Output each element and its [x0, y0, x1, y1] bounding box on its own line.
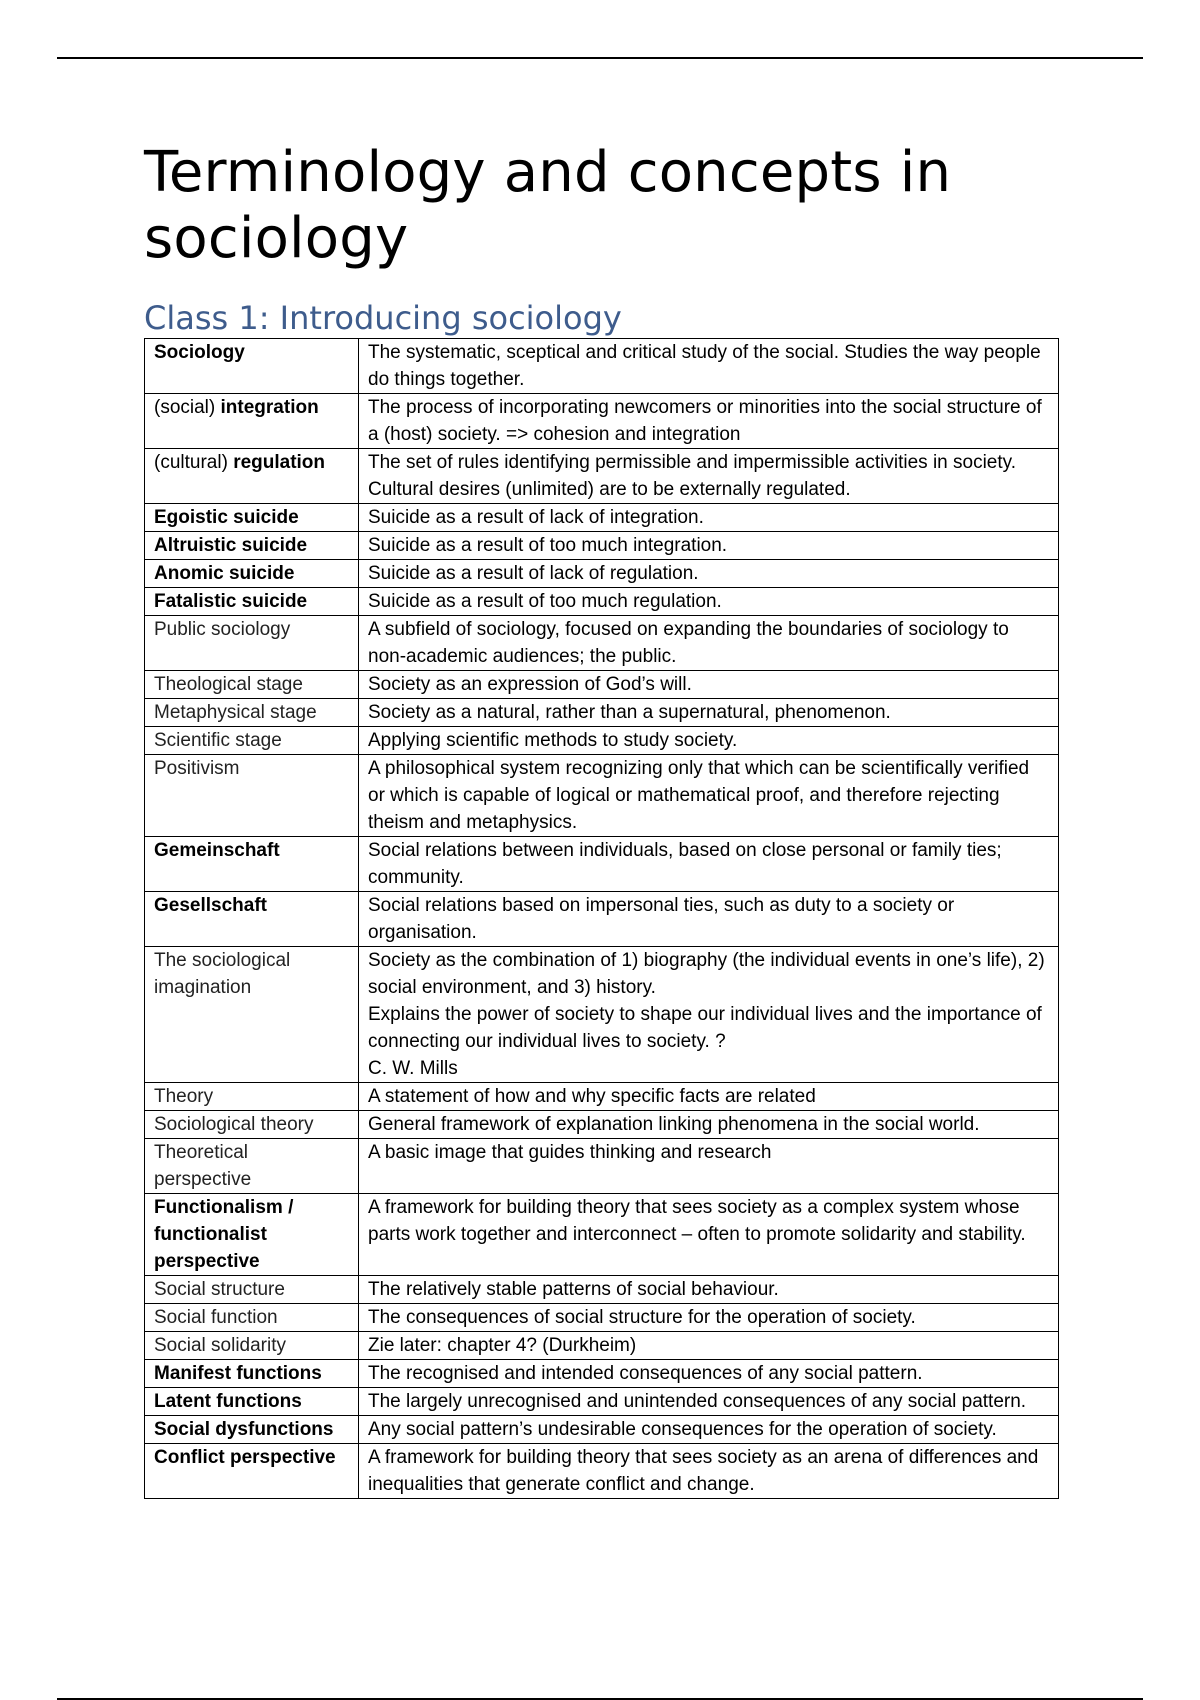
definition-cell [359, 727, 1059, 755]
definition-text: A philosophical system recognizing only that which can be scientifically verified or which is capable of logical or mathematical proof, and therefore rejecting theism and metaphysics. [368, 758, 1030, 833]
definition-cell [359, 1360, 1059, 1388]
definition-cell [359, 532, 1059, 560]
definition-text: Suicide as a result of lack of integration. [368, 507, 704, 528]
definition-text: Society as a natural, rather than a supernatural, phenomenon. [368, 702, 891, 723]
table-row [145, 1332, 1059, 1360]
term-label: Conflict perspective [154, 1447, 336, 1468]
term-cell [145, 699, 359, 727]
term-cell [145, 727, 359, 755]
definition-cell [359, 1139, 1059, 1194]
definition-cell [359, 1276, 1059, 1304]
term-cell [145, 1416, 359, 1444]
table-row [145, 394, 1059, 449]
definition-cell [359, 837, 1059, 892]
term-label: Scientific stage [154, 730, 282, 751]
definition-text: Suicide as a result of too much regulation. [368, 591, 722, 612]
term-cell [145, 671, 359, 699]
definition-text: Zie later: chapter 4? (Durkheim) [368, 1335, 637, 1356]
term-prefix: (social) [154, 397, 221, 418]
definition-text: The set of rules identifying permissible and impermissible activities in society. Cultural desires (unlimited) are to be externally regulated. [368, 452, 1017, 500]
term-label: Egoistic suicide [154, 507, 299, 528]
table-row [145, 1444, 1059, 1499]
term-cell [145, 947, 359, 1083]
term-label: Metaphysical stage [154, 702, 317, 723]
term-label: Theoretical perspective [154, 1142, 252, 1190]
term-cell [145, 1304, 359, 1332]
table-row [145, 1139, 1059, 1194]
definition-text: A subfield of sociology, focused on expanding the boundaries of sociology to non-academic audiences; the public. [368, 619, 1009, 667]
definition-cell [359, 394, 1059, 449]
term-cell [145, 616, 359, 671]
definition-cell [359, 1304, 1059, 1332]
definition-cell [359, 671, 1059, 699]
definition-text: The relatively stable patterns of social behaviour. [368, 1279, 779, 1300]
term-cell [145, 588, 359, 616]
term-label: Gemeinschaft [154, 840, 280, 861]
table-row [145, 837, 1059, 892]
term-label: Sociological theory [154, 1114, 314, 1135]
definition-cell [359, 755, 1059, 837]
table-row [145, 532, 1059, 560]
definition-text: A statement of how and why specific facts are related [368, 1086, 816, 1107]
definition-text: A framework for building theory that sees society as a complex system whose parts work together and interconnect – often to promote solidarity and stability. [368, 1197, 1026, 1245]
term-cell [145, 394, 359, 449]
definition-text: A basic image that guides thinking and research [368, 1142, 772, 1163]
table-row [145, 1083, 1059, 1111]
term-label: integration [220, 397, 319, 418]
term-label: Anomic suicide [154, 563, 295, 584]
definition-cell [359, 892, 1059, 947]
term-cell [145, 1194, 359, 1276]
definition-cell [359, 1416, 1059, 1444]
table-row [145, 727, 1059, 755]
term-cell [145, 1111, 359, 1139]
definition-text: Explains the power of society to shape our individual lives and the importance of connecting our individual lives to society. ? [368, 1004, 1042, 1052]
table-row [145, 560, 1059, 588]
definition-cell [359, 588, 1059, 616]
definition-cell [359, 1111, 1059, 1139]
term-label: Positivism [154, 758, 240, 779]
term-cell [145, 1332, 359, 1360]
term-label: Latent functions [154, 1391, 302, 1412]
term-label: Functionalism / functionalist perspective [154, 1197, 294, 1272]
document-body [144, 140, 1059, 1499]
term-cell [145, 560, 359, 588]
header-rule [57, 57, 1143, 59]
definition-text: A framework for building theory that sees society as an arena of differences and inequalities that generate conflict and change. [368, 1447, 1039, 1495]
term-cell [145, 837, 359, 892]
table-row [145, 947, 1059, 1083]
term-cell [145, 1276, 359, 1304]
term-label: regulation [233, 452, 326, 473]
table-row [145, 504, 1059, 532]
definition-text: The process of incorporating newcomers or minorities into the social structure of a (host) society. => cohesion and integration [368, 397, 1042, 445]
definition-cell [359, 1332, 1059, 1360]
term-label: Altruistic suicide [154, 535, 308, 556]
definition-cell [359, 1194, 1059, 1276]
table-row [145, 1360, 1059, 1388]
terminology-table [144, 338, 1059, 1499]
definition-text: Society as an expression of God’s will. [368, 674, 692, 695]
definition-text: The recognised and intended consequences of any social pattern. [368, 1363, 923, 1384]
definition-cell [359, 699, 1059, 727]
table-row [145, 1416, 1059, 1444]
term-cell [145, 1139, 359, 1194]
term-label: The sociological imagination [154, 950, 291, 998]
definition-cell [359, 504, 1059, 532]
definition-text: General framework of explanation linking phenomena in the social world. [368, 1114, 980, 1135]
term-label: Social structure [154, 1279, 285, 1300]
term-label: Social dysfunctions [154, 1419, 334, 1440]
table-row [145, 449, 1059, 504]
term-cell [145, 1388, 359, 1416]
table-row [145, 892, 1059, 947]
definition-text: Society as the combination of 1) biography (the individual events in one’s life), 2) social environment, and 3) history. [368, 950, 1045, 998]
definition-cell [359, 1388, 1059, 1416]
term-label: Social function [154, 1307, 278, 1328]
table-row [145, 699, 1059, 727]
definition-text: Suicide as a result of lack of regulation. [368, 563, 699, 584]
definition-cell [359, 560, 1059, 588]
definition-text: Social relations based on impersonal ties, such as duty to a society or organisation. [368, 895, 955, 943]
definition-text: The largely unrecognised and unintended consequences of any social pattern. [368, 1391, 1027, 1412]
term-cell [145, 755, 359, 837]
definition-text: Applying scientific methods to study society. [368, 730, 738, 751]
table-row [145, 616, 1059, 671]
term-label: Gesellschaft [154, 895, 267, 916]
term-label: Public sociology [154, 619, 291, 640]
table-row [145, 339, 1059, 394]
table-row [145, 1304, 1059, 1332]
term-label: Manifest functions [154, 1363, 322, 1384]
term-label: Theory [154, 1086, 214, 1107]
definition-text: Suicide as a result of too much integration. [368, 535, 728, 556]
page-title: Terminology and concepts in sociology [144, 140, 952, 271]
term-prefix: (cultural) [154, 452, 234, 473]
table-row [145, 588, 1059, 616]
term-cell [145, 1083, 359, 1111]
definition-text: Social relations between individuals, based on close personal or family ties; community. [368, 840, 1002, 888]
definition-cell [359, 449, 1059, 504]
term-cell [145, 504, 359, 532]
term-cell [145, 449, 359, 504]
definition-cell [359, 1444, 1059, 1499]
definition-cell [359, 339, 1059, 394]
definition-text: The consequences of social structure for the operation of society. [368, 1307, 916, 1328]
definition-cell [359, 1083, 1059, 1111]
table-row [145, 1194, 1059, 1276]
term-cell [145, 532, 359, 560]
definition-text: Any social pattern’s undesirable consequences for the operation of society. [368, 1419, 997, 1440]
table-row [145, 1111, 1059, 1139]
term-label: Fatalistic suicide [154, 591, 308, 612]
term-cell [145, 339, 359, 394]
term-cell [145, 1444, 359, 1499]
table-row [145, 1388, 1059, 1416]
table-row [145, 1276, 1059, 1304]
section-heading: Class 1: Introducing sociology [144, 299, 622, 337]
term-label: Theological stage [154, 674, 303, 695]
term-cell [145, 892, 359, 947]
definition-text: C. W. Mills [368, 1058, 458, 1079]
table-row [145, 755, 1059, 837]
definition-cell [359, 947, 1059, 1083]
term-label: Sociology [154, 342, 245, 363]
term-cell [145, 1360, 359, 1388]
term-label: Social solidarity [154, 1335, 286, 1356]
definition-cell [359, 616, 1059, 671]
table-row [145, 671, 1059, 699]
definition-text: The systematic, sceptical and critical study of the social. Studies the way people do things together. [368, 342, 1041, 390]
